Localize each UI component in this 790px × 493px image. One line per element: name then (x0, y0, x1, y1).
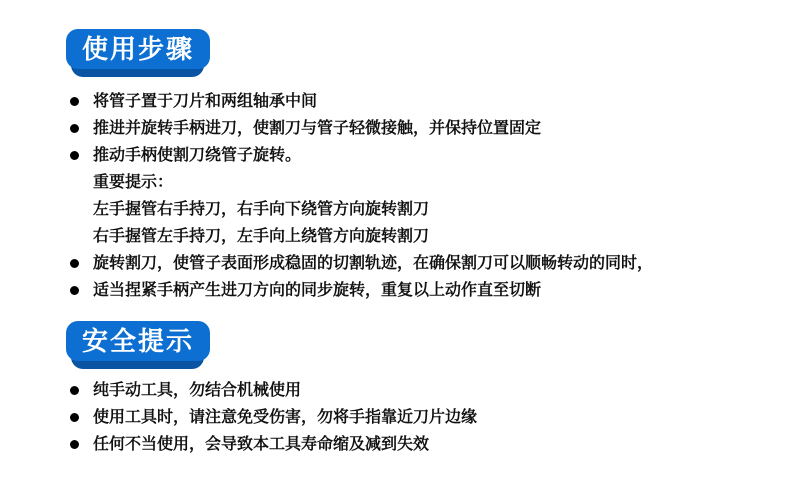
list-item-text: 适当捏紧手柄产生进刀方向的同步旋转，重复以上动作直至切断 (93, 282, 542, 299)
list-item-text: 任何不当使用，会导致本工具寿命缩及减到失效 (93, 436, 430, 453)
bullet-icon (70, 151, 79, 160)
section-badge-safety-tips (66, 321, 210, 361)
note-text: 重要提示： (93, 174, 174, 191)
list-item-text: 将管子置于刀片和两组轴承中间 (93, 93, 318, 110)
note-text: 左手握管右手持刀，右手向下绕管方向旋转割刀 (93, 201, 430, 218)
bullet-icon (70, 413, 79, 422)
list-item-note (70, 196, 760, 223)
list-item-text: 使用工具时，请注意免受伤害，勿将手指靠近刀片边缘 (93, 409, 478, 426)
list-item-text: 推进并旋转手柄进刀，使割刀与管子轻微接触，并保持位置固定 (93, 120, 542, 137)
usage-steps-list (70, 88, 760, 304)
list-item (70, 277, 760, 304)
list-item-text: 旋转割刀，使管子表面形成稳固的切割轨迹，在确保割刀可以顺畅转动的同时， (93, 255, 654, 272)
note-text: 右手握管左手持刀，左手向上绕管方向旋转割刀 (93, 228, 430, 245)
bullet-icon (70, 286, 79, 295)
list-item (70, 115, 760, 142)
list-item (70, 404, 760, 431)
bullet-icon (70, 440, 79, 449)
bullet-icon (70, 124, 79, 133)
section-title-usage-steps: 使用步骤 (66, 29, 210, 69)
list-item-text: 纯手动工具，勿结合机械使用 (93, 382, 302, 399)
bullet-icon (70, 97, 79, 106)
list-item (70, 377, 760, 404)
bullet-icon (70, 259, 79, 268)
bullet-icon (70, 386, 79, 395)
list-item-text: 推动手柄使割刀绕管子旋转。 (93, 147, 302, 164)
section-title-safety-tips: 安全提示 (66, 321, 210, 361)
safety-tips-list (70, 377, 760, 458)
list-item (70, 431, 760, 458)
list-item (70, 88, 760, 115)
list-item (70, 142, 760, 169)
list-item-note (70, 223, 760, 250)
section-badge-usage-steps (66, 29, 210, 69)
list-item-note (70, 169, 760, 196)
list-item (70, 250, 760, 277)
